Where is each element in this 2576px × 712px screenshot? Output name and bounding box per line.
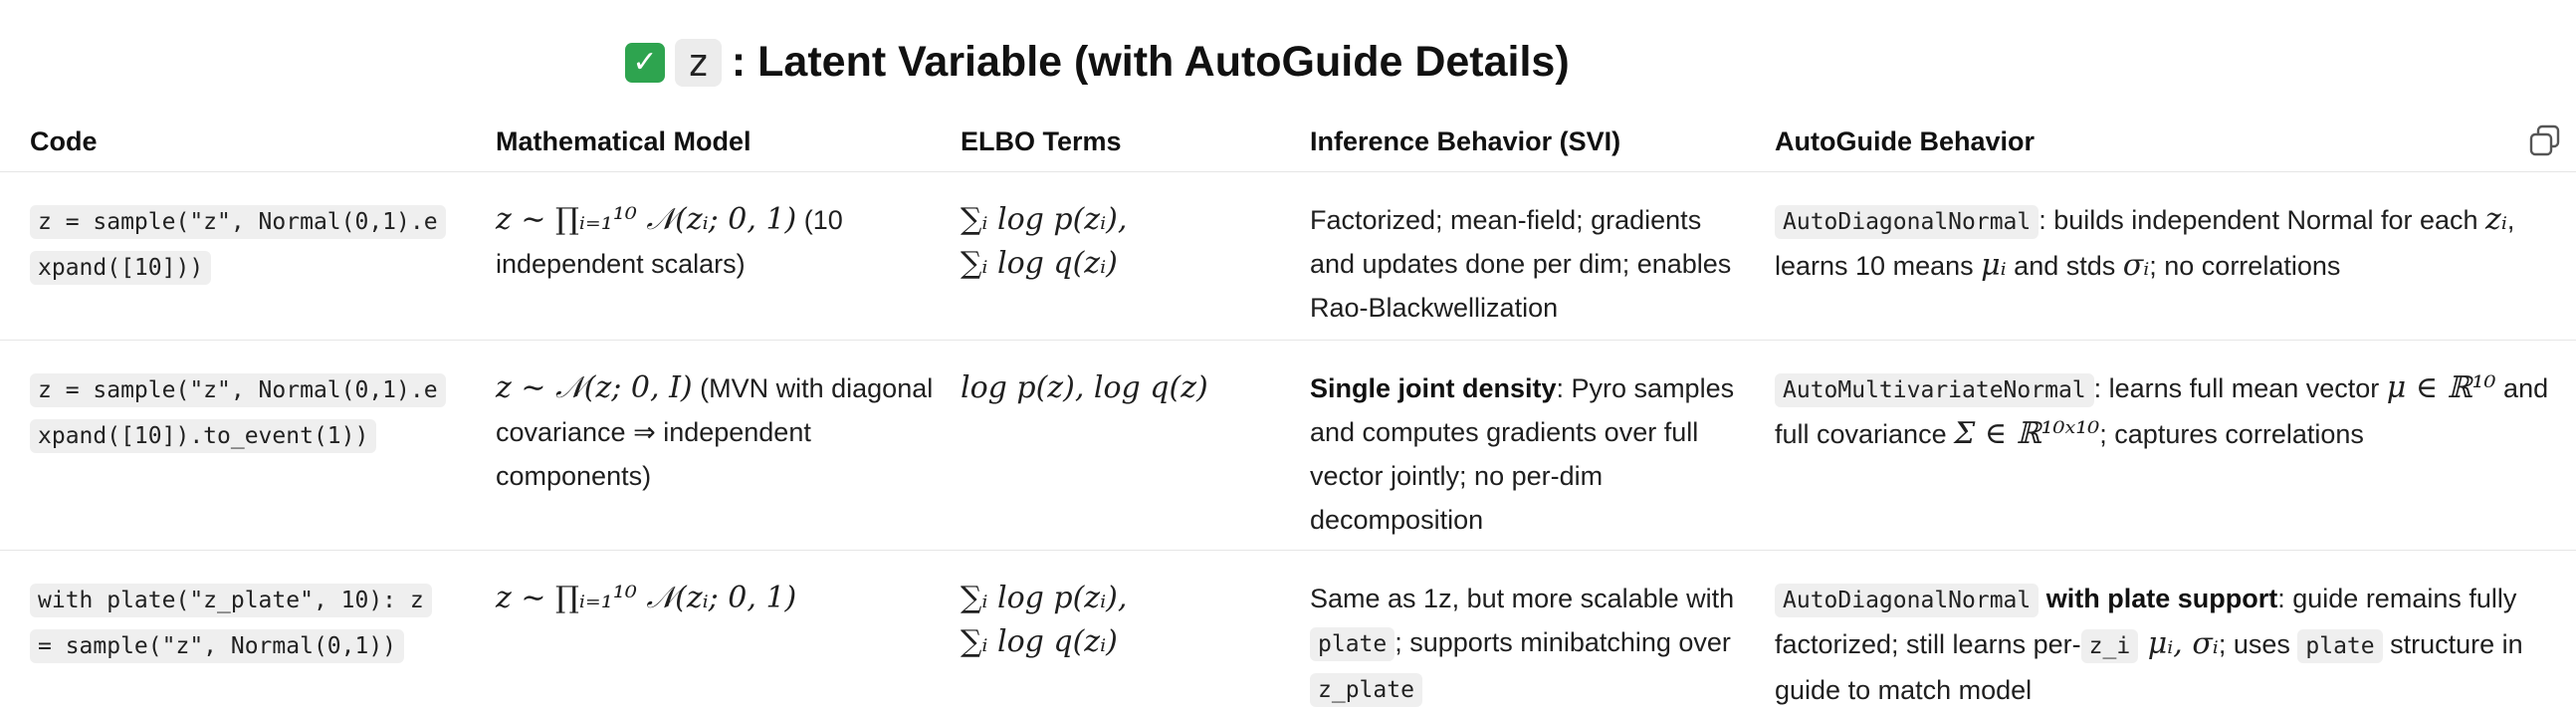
elbo-term: ∑ᵢ log p(zᵢ), — [961, 581, 1128, 615]
table-row: z = sample("z", Normal(0,1).expand([10]).to_event(1)) z ∼ 𝒩(z; 0, I) (MVN with diagonal covariance ⇒ independent components) log p(z), log q(z) Single joint density: Pyro samples and computes gradients over full vector jointly; no per-dim decomposition AutoMultivariateNormal : learns full mean vector μ ∈ ℝ¹⁰ and full covariance Σ ∈ ℝ¹⁰ˣ¹⁰; captures correlations — [0, 341, 2576, 551]
inference-bold: Single joint density — [1310, 373, 1557, 403]
check-mark-icon: ✓ — [625, 43, 665, 83]
page-title — [625, 38, 1570, 87]
header-autoguide: AutoGuide Behavior — [1775, 126, 2036, 156]
table-row: with plate("z_plate", 10): z = sample("z", Normal(0,1)) z ∼ ∏ᵢ₌₁¹⁰ 𝒩(zᵢ; 0, 1) ∑ᵢ log p(zᵢ), ∑ᵢ log q(zᵢ) Same as 1z, but more scalable with plate ; supports minibatching over z_plate AutoDiagonalNormal with plate support: guide remains fully factorized; still learns per- z_i μᵢ, σᵢ; uses plate structure in guide to match model — [0, 551, 2576, 710]
inline-code: z_i — [2081, 629, 2139, 663]
elbo-term: log p(z), log q(z) — [961, 370, 1208, 405]
elbo-term: ∑ᵢ log p(zᵢ), — [961, 202, 1128, 237]
elbo-term: ∑ᵢ log q(zᵢ) — [961, 246, 1118, 281]
table-row: z = sample("z", Normal(0,1).expand([10])) z ∼ ∏ᵢ₌₁¹⁰ 𝒩(zᵢ; 0, 1) (10 independent scalars) ∑ᵢ log p(zᵢ), ∑ᵢ log q(zᵢ) Factorized; mean-field; gradients and updates done per dim; enables Rao-Blackwellization AutoDiagonalNormal : builds independent Normal for each zᵢ, learns 10 means μᵢ and stds σᵢ; no correlations — [0, 172, 2576, 341]
header-model: Mathematical Model — [496, 126, 751, 156]
inline-code: z_plate — [1310, 673, 1422, 707]
title-code: z — [675, 39, 722, 87]
table-header — [0, 112, 2576, 172]
inline-code: plate — [1310, 627, 1395, 661]
elbo-term: ∑ᵢ log q(zᵢ) — [961, 624, 1118, 659]
code-snippet: z = sample("z", Normal(0,1).expand([10])) — [30, 205, 446, 285]
header-elbo: ELBO Terms — [961, 126, 1122, 156]
inline-code: plate — [2297, 629, 2382, 663]
model-note: (MVN with diagonal covariance ⇒ independent components) — [496, 373, 934, 491]
comparison-table — [0, 112, 2576, 710]
model-formula: z ∼ ∏ᵢ₌₁¹⁰ 𝒩(zᵢ; 0, 1) — [496, 202, 797, 237]
code-snippet: with plate("z_plate", 10): z = sample("z", Normal(0,1)) — [30, 584, 432, 663]
model-note: (10 independent scalars) — [496, 205, 843, 279]
guide-code: AutoDiagonalNormal — [1775, 584, 2039, 617]
model-formula: z ∼ ∏ᵢ₌₁¹⁰ 𝒩(zᵢ; 0, 1) — [496, 581, 797, 615]
title-text: : Latent Variable (with AutoGuide Details) — [731, 38, 1570, 86]
header-code: Code — [30, 126, 98, 156]
model-formula: z ∼ 𝒩(z; 0, I) — [496, 370, 693, 405]
inference-text: Factorized; mean-field; gradients and updates done per dim; enables Rao-Blackwellization — [1310, 205, 1732, 323]
header-inference: Inference Behavior (SVI) — [1310, 126, 1621, 156]
inference-text: : Pyro samples and computes gradients over full vector jointly; no per-dim decomposition — [1310, 373, 1735, 535]
code-snippet: z = sample("z", Normal(0,1).expand([10]).to_event(1)) — [30, 373, 446, 453]
guide-code: AutoDiagonalNormal — [1775, 205, 2039, 239]
guide-code: AutoMultivariateNormal — [1775, 373, 2094, 407]
